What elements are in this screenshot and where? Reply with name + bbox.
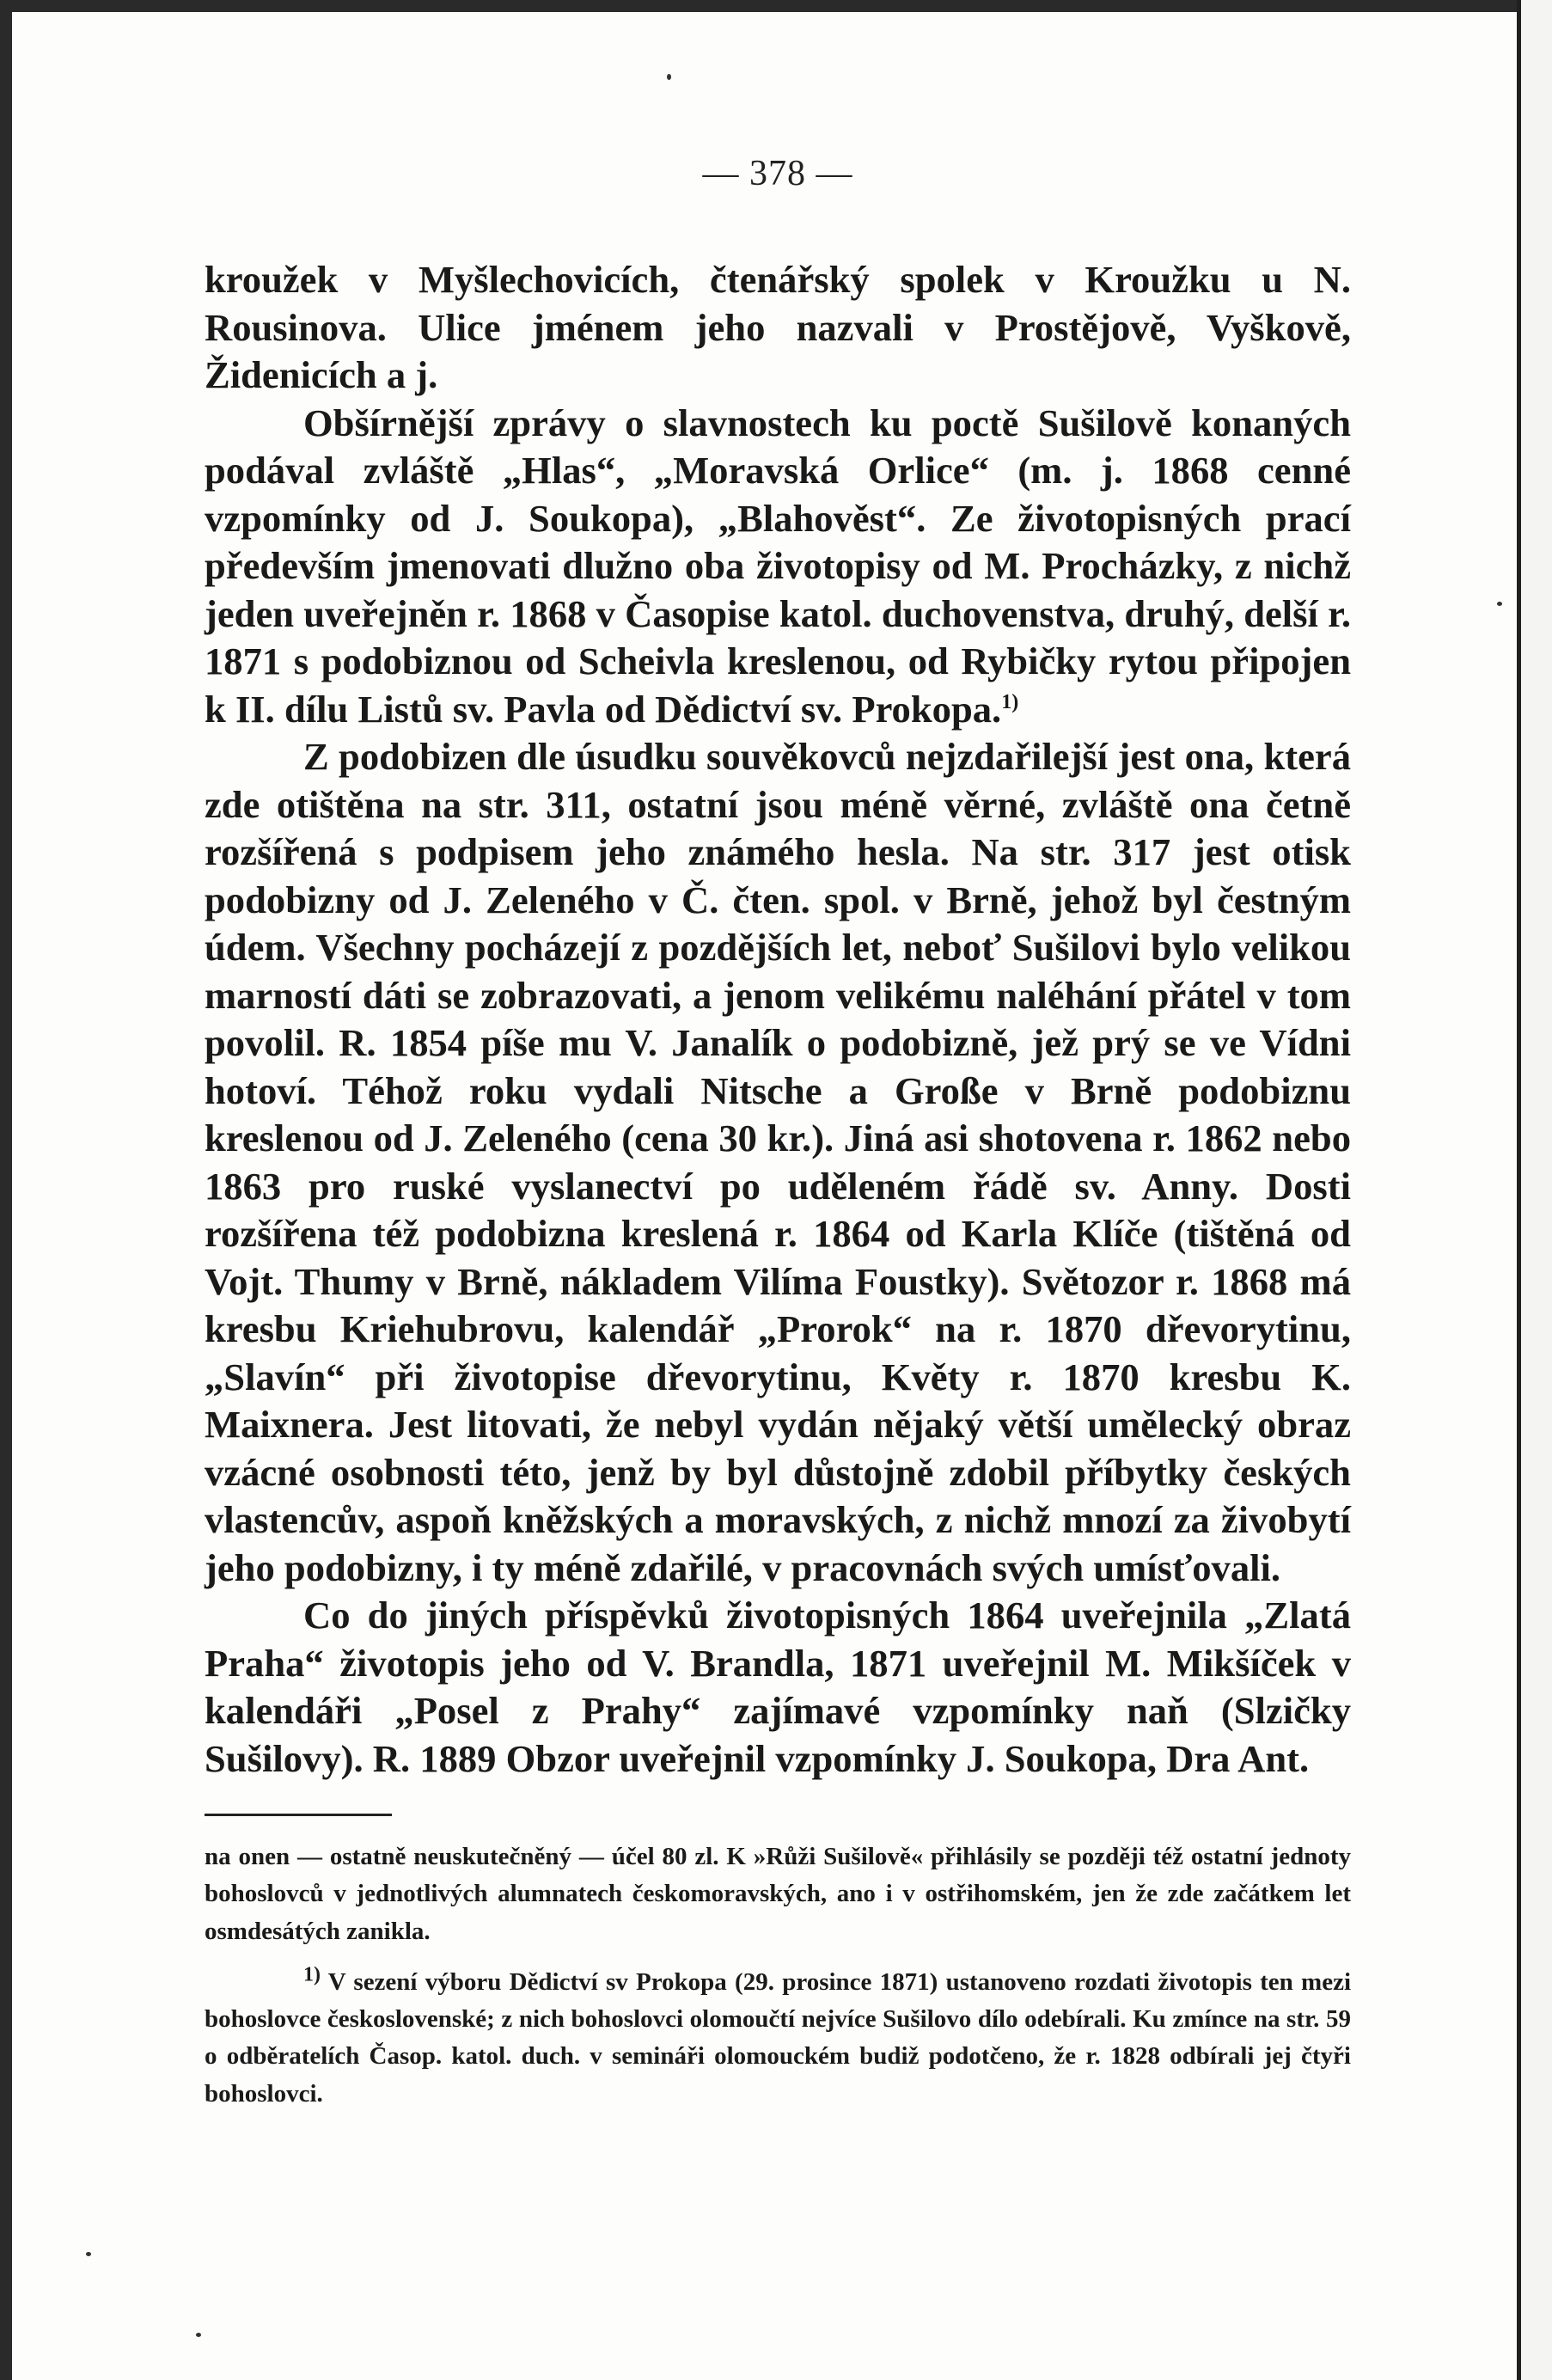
- footnote: [205, 1964, 1351, 2113]
- scan-speck: [667, 74, 671, 80]
- footnote-separator: [205, 1814, 392, 1816]
- paragraph: Co do jiných příspěvků životopisných 1864 uveřejnila „Zlatá Praha“ životopis jeho od V. Brandla, 1871 uveřejnil M. Mikšíček v kalendáři „Posel z Prahy“ zajímavé vzpomínky naň (Slzičky Sušilovy). R. 1889 Obzor uveřejnil vzpomínky J. Soukopa, Dra Ant.: [205, 1594, 1351, 1780]
- scan-left-border: [0, 0, 12, 2380]
- page-content: [205, 153, 1351, 2113]
- paragraph: kroužek v Myšlechovicích, čtenářský spolek v Kroužku u N. Rousinova. Ulice jménem jeho nazvali v Prostějově, Vyškově, Židenicích a j.: [205, 258, 1351, 396]
- footnote-continuation: na onen — ostatně neuskutečněný — účel 80 zl. K »Růži Sušilově« přihlásily se později též ostatní jednoty bohoslovců v jednotlivých alumnatech českomoravských, ano i v ostřihomském, jen že zde začátkem let osmdesátých zanikla.: [205, 1843, 1351, 1945]
- scan-right-border: [1517, 0, 1552, 2380]
- scan-top-border: [0, 0, 1530, 12]
- paragraph-with-footnote: [205, 400, 1351, 734]
- footnote-reference: 1): [1001, 690, 1019, 713]
- scan-speck: [1497, 602, 1502, 606]
- footnotes: [205, 1839, 1351, 2113]
- paragraph: Z podobizen dle úsudku souvěkovců nejzdařilejší jest ona, která zde otištěna na str. 311, ostatní jsou méně věrné, zvláště ona četně rozšířená s podpisem jeho známého hesla. Na str. 317 jest otisk podobizny od J. Zeleného v Č. čten. spol. v Brně, jehož byl čestným údem. Všechny pocházejí z pozdějších let, neboť Sušilovi bylo velikou marností dáti se zobrazovati, a jenom velikému naléhání přátel v tom povolil. R. 1854 píše mu V. Janalík o podobizně, jež prý se ve Vídni hotoví. Téhož roku vydali Nitsche a Große v Brně podobiznu kreslenou od J. Zeleného (cena 30 kr.). Jiná asi shotovena r. 1862 nebo 1863 pro ruské vyslanectví po uděleném řádě sv. Anny. Dosti rozšířena též podobizna kreslená r. 1864 od Karla Klíče (tištěná od Vojt. Thumy v Brně, nákladem Vilíma Foustky). Světozor r. 1868 má kresbu Kriehubrovu, kalendář „Prorok“ na r. 1870 dřevorytinu, „Slavín“ při životopise dřevorytinu, Květy r. 1870 kresbu K. Maixnera. Jest litovati, že nebyl vydán nějaký větší umělecký obraz vzácné osobnosti této, jenž by byl důstojně zdobil příbytky českých vlastencův, aspoň kněžských a moravských, z nichž mnozí za živobytí jeho podobizny, i ty méně zdařilé, v pracovnách svých umísťovali.: [205, 735, 1351, 1589]
- main-text: [205, 256, 1351, 1783]
- scan-speck: [196, 2333, 201, 2337]
- paragraph-text: Obšírnější zprávy o slavnostech ku poctě Sušilově konaných podával zvláště „Hlas“, „Moravská Orlice“ (m. j. 1868 cenné vzpomínky od J. Soukopa), „Blahověst“. Ze životopisných prací především jmenovati dlužno oba životopisy od M. Procházky, z nichž jeden uveřejněn r. 1868 v Časopise katol. duchovenstva, druhý, delší r. 1871 s podobiznou od Scheivla kreslenou, od Rybičky rytou připojen k II. dílu Listů sv. Pavla od Dědictví sv. Prokopa.: [205, 401, 1351, 731]
- footnote-marker: 1): [303, 1963, 321, 1986]
- page-number: — 378 —: [702, 154, 853, 193]
- footnote-text: V sezení výboru Dědictví sv Prokopa (29. prosince 1871) ustanoveno rozdati životopis ten mezi bohoslovce československé; z nich bohoslovci olomoučtí nejvíce Sušilovo dílo odebírali. Ku zmínce na str. 59 o odběratelích Časop. katol. duch. v semináři olomouckém budiž podotčeno, že r. 1828 odbírali jej čtyři bohoslovci.: [205, 1967, 1351, 2108]
- scan-speck: [86, 2252, 91, 2256]
